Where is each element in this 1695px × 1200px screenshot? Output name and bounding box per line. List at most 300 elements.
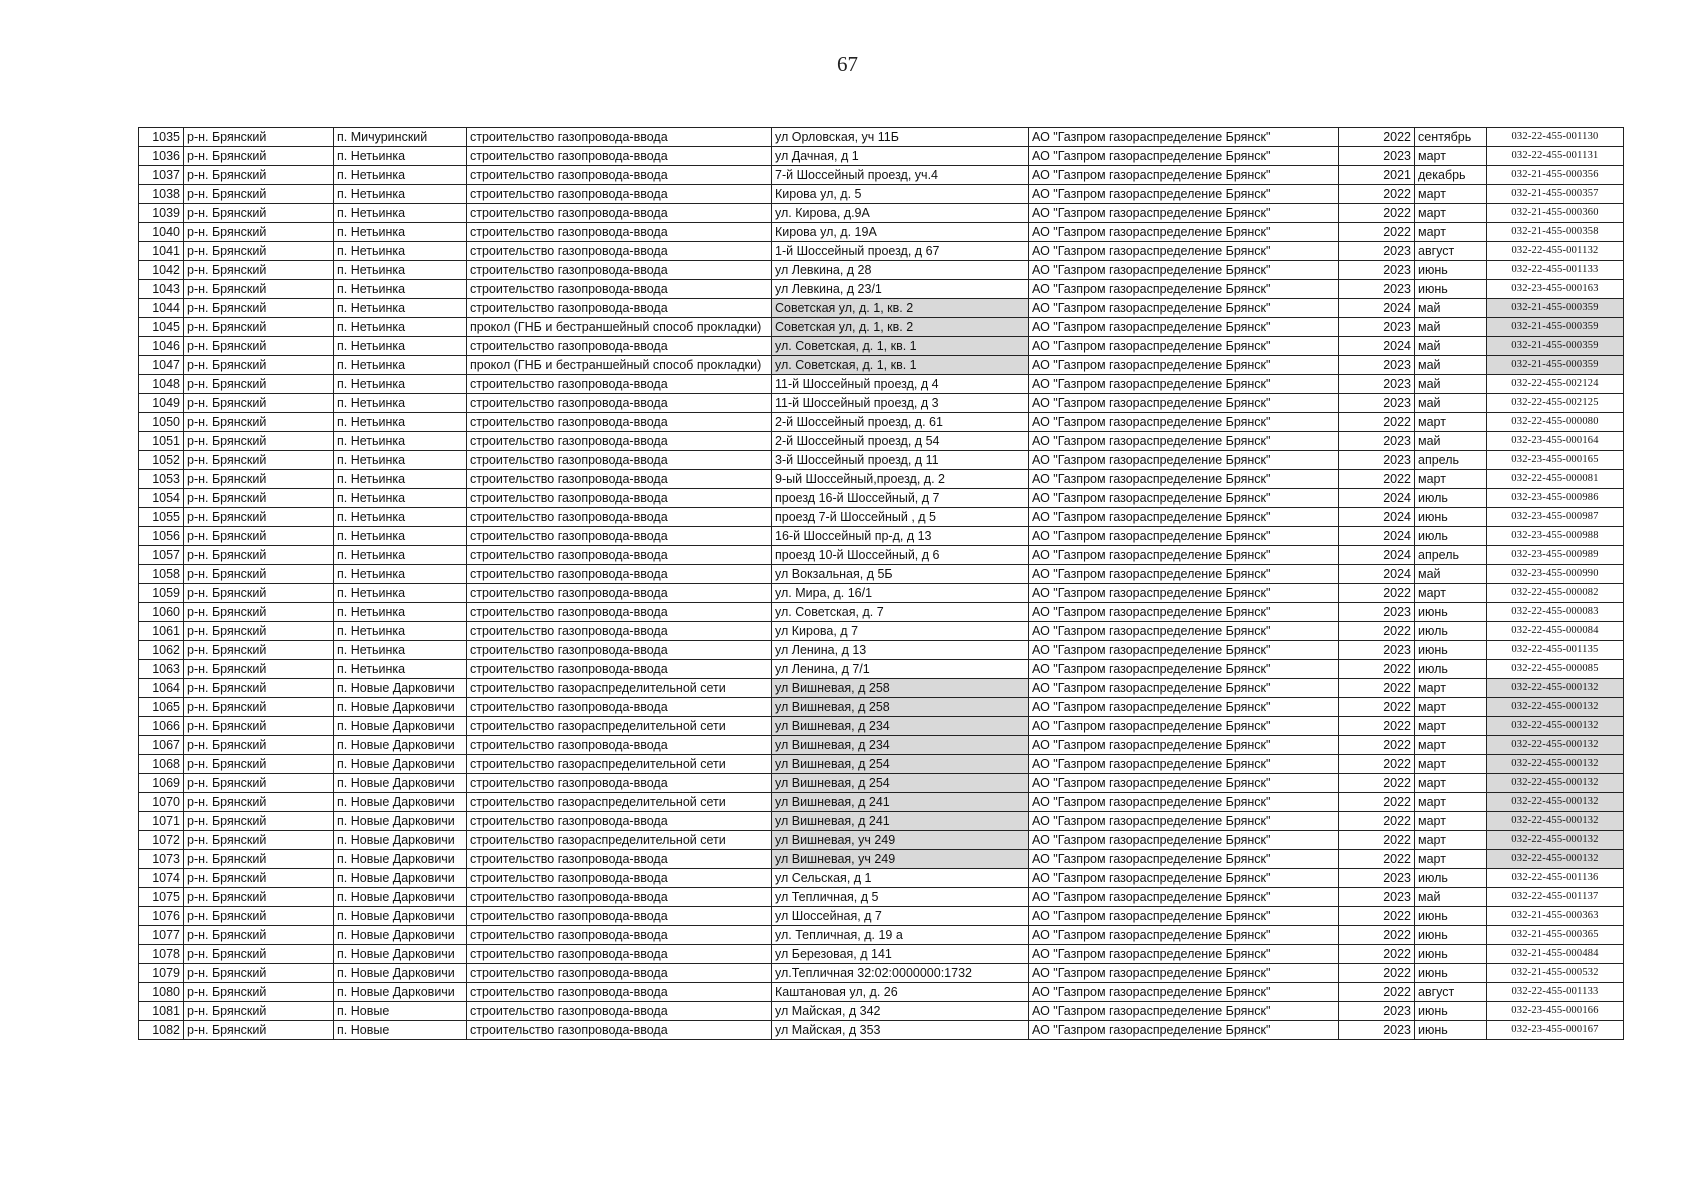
address-cell: ул.Тепличная 32:02:0000000:1732 bbox=[772, 964, 1029, 983]
address-cell: ул Орловская, уч 11Б bbox=[772, 128, 1029, 147]
year-cell: 2022 bbox=[1339, 128, 1415, 147]
year-cell: 2024 bbox=[1339, 489, 1415, 508]
row-number: 1036 bbox=[139, 147, 184, 166]
row-number: 1076 bbox=[139, 907, 184, 926]
page-number: 67 bbox=[837, 52, 858, 76]
month-cell: май bbox=[1415, 432, 1487, 451]
address-cell: проезд 16-й Шоссейный, д 7 bbox=[772, 489, 1029, 508]
work-type-cell: строительство газопровода-ввода bbox=[467, 204, 772, 223]
work-type-cell: строительство газораспределительной сети bbox=[467, 679, 772, 698]
district-cell: р-н. Брянский bbox=[184, 584, 334, 603]
work-type-cell: строительство газопровода-ввода bbox=[467, 413, 772, 432]
row-number: 1052 bbox=[139, 451, 184, 470]
district-cell: р-н. Брянский bbox=[184, 793, 334, 812]
work-type-cell: строительство газопровода-ввода bbox=[467, 166, 772, 185]
row-number: 1058 bbox=[139, 565, 184, 584]
organization-cell: АО "Газпром газораспределение Брянск" bbox=[1029, 793, 1339, 812]
row-number: 1043 bbox=[139, 280, 184, 299]
address-cell: Кирова ул, д. 19А bbox=[772, 223, 1029, 242]
table-row bbox=[139, 983, 1624, 1002]
district-cell: р-н. Брянский bbox=[184, 774, 334, 793]
row-number: 1074 bbox=[139, 869, 184, 888]
row-number: 1072 bbox=[139, 831, 184, 850]
work-type-cell: строительство газораспределительной сети bbox=[467, 793, 772, 812]
permit-code-cell: 032-21-455-000363 bbox=[1487, 907, 1624, 926]
district-cell: р-н. Брянский bbox=[184, 926, 334, 945]
work-type-cell: строительство газопровода-ввода bbox=[467, 698, 772, 717]
organization-cell: АО "Газпром газораспределение Брянск" bbox=[1029, 185, 1339, 204]
table-row bbox=[139, 584, 1624, 603]
settlement-cell: п. Нетьинка bbox=[334, 508, 467, 527]
month-cell: июль bbox=[1415, 622, 1487, 641]
row-number: 1041 bbox=[139, 242, 184, 261]
year-cell: 2023 bbox=[1339, 261, 1415, 280]
work-type-cell: строительство газопровода-ввода bbox=[467, 1021, 772, 1040]
row-number: 1079 bbox=[139, 964, 184, 983]
table-row bbox=[139, 413, 1624, 432]
district-cell: р-н. Брянский bbox=[184, 679, 334, 698]
year-cell: 2024 bbox=[1339, 337, 1415, 356]
organization-cell: АО "Газпром газораспределение Брянск" bbox=[1029, 869, 1339, 888]
organization-cell: АО "Газпром газораспределение Брянск" bbox=[1029, 774, 1339, 793]
year-cell: 2023 bbox=[1339, 147, 1415, 166]
district-cell: р-н. Брянский bbox=[184, 375, 334, 394]
table-row bbox=[139, 318, 1624, 337]
row-number: 1064 bbox=[139, 679, 184, 698]
month-cell: июнь bbox=[1415, 280, 1487, 299]
table-row bbox=[139, 508, 1624, 527]
table-row bbox=[139, 964, 1624, 983]
organization-cell: АО "Газпром газораспределение Брянск" bbox=[1029, 451, 1339, 470]
settlement-cell: п. Новые Дарковичи bbox=[334, 869, 467, 888]
work-type-cell: строительство газопровода-ввода bbox=[467, 888, 772, 907]
year-cell: 2023 bbox=[1339, 641, 1415, 660]
row-number: 1073 bbox=[139, 850, 184, 869]
address-cell: ул. Советская, д. 1, кв. 1 bbox=[772, 356, 1029, 375]
year-cell: 2023 bbox=[1339, 280, 1415, 299]
row-number: 1068 bbox=[139, 755, 184, 774]
table-row bbox=[139, 907, 1624, 926]
year-cell: 2022 bbox=[1339, 717, 1415, 736]
year-cell: 2022 bbox=[1339, 736, 1415, 755]
address-cell: 2-й Шоссейный проезд, д 54 bbox=[772, 432, 1029, 451]
settlement-cell: п. Нетьинка bbox=[334, 527, 467, 546]
month-cell: май bbox=[1415, 394, 1487, 413]
address-cell: проезд 10-й Шоссейный, д 6 bbox=[772, 546, 1029, 565]
work-type-cell: строительство газопровода-ввода bbox=[467, 394, 772, 413]
district-cell: р-н. Брянский bbox=[184, 527, 334, 546]
permit-code-cell: 032-22-455-000132 bbox=[1487, 679, 1624, 698]
gas-registry-table bbox=[138, 127, 1624, 1040]
row-number: 1082 bbox=[139, 1021, 184, 1040]
year-cell: 2022 bbox=[1339, 679, 1415, 698]
table-row bbox=[139, 888, 1624, 907]
organization-cell: АО "Газпром газораспределение Брянск" bbox=[1029, 356, 1339, 375]
month-cell: март bbox=[1415, 679, 1487, 698]
year-cell: 2023 bbox=[1339, 888, 1415, 907]
month-cell: июнь bbox=[1415, 907, 1487, 926]
permit-code-cell: 032-21-455-000359 bbox=[1487, 356, 1624, 375]
settlement-cell: п. Новые Дарковичи bbox=[334, 679, 467, 698]
organization-cell: АО "Газпром газораспределение Брянск" bbox=[1029, 812, 1339, 831]
permit-code-cell: 032-21-455-000365 bbox=[1487, 926, 1624, 945]
row-number: 1047 bbox=[139, 356, 184, 375]
year-cell: 2023 bbox=[1339, 394, 1415, 413]
address-cell: ул Майская, д 353 bbox=[772, 1021, 1029, 1040]
organization-cell: АО "Газпром газораспределение Брянск" bbox=[1029, 128, 1339, 147]
year-cell: 2023 bbox=[1339, 242, 1415, 261]
month-cell: апрель bbox=[1415, 451, 1487, 470]
settlement-cell: п. Нетьинка bbox=[334, 413, 467, 432]
address-cell: ул Вишневая, д 234 bbox=[772, 717, 1029, 736]
year-cell: 2022 bbox=[1339, 812, 1415, 831]
district-cell: р-н. Брянский bbox=[184, 660, 334, 679]
work-type-cell: строительство газопровода-ввода bbox=[467, 565, 772, 584]
settlement-cell: п. Нетьинка bbox=[334, 565, 467, 584]
work-type-cell: строительство газопровода-ввода bbox=[467, 774, 772, 793]
permit-code-cell: 032-22-455-001132 bbox=[1487, 242, 1624, 261]
address-cell: ул Сельская, д 1 bbox=[772, 869, 1029, 888]
table-row bbox=[139, 926, 1624, 945]
address-cell: 11-й Шоссейный проезд, д 4 bbox=[772, 375, 1029, 394]
row-number: 1055 bbox=[139, 508, 184, 527]
permit-code-cell: 032-22-455-000132 bbox=[1487, 831, 1624, 850]
district-cell: р-н. Брянский bbox=[184, 242, 334, 261]
work-type-cell: строительство газораспределительной сети bbox=[467, 755, 772, 774]
address-cell: ул Вишневая, уч 249 bbox=[772, 850, 1029, 869]
table-row bbox=[139, 489, 1624, 508]
table-row bbox=[139, 546, 1624, 565]
year-cell: 2023 bbox=[1339, 603, 1415, 622]
year-cell: 2024 bbox=[1339, 565, 1415, 584]
row-number: 1075 bbox=[139, 888, 184, 907]
district-cell: р-н. Брянский bbox=[184, 299, 334, 318]
row-number: 1071 bbox=[139, 812, 184, 831]
month-cell: май bbox=[1415, 888, 1487, 907]
address-cell: Каштановая ул, д. 26 bbox=[772, 983, 1029, 1002]
organization-cell: АО "Газпром газораспределение Брянск" bbox=[1029, 850, 1339, 869]
work-type-cell: строительство газопровода-ввода bbox=[467, 128, 772, 147]
month-cell: июль bbox=[1415, 527, 1487, 546]
month-cell: июнь bbox=[1415, 261, 1487, 280]
month-cell: март bbox=[1415, 774, 1487, 793]
month-cell: март bbox=[1415, 717, 1487, 736]
year-cell: 2021 bbox=[1339, 166, 1415, 185]
district-cell: р-н. Брянский bbox=[184, 508, 334, 527]
work-type-cell: строительство газопровода-ввода bbox=[467, 508, 772, 527]
table-row bbox=[139, 470, 1624, 489]
permit-code-cell: 032-22-455-000132 bbox=[1487, 755, 1624, 774]
permit-code-cell: 032-23-455-000987 bbox=[1487, 508, 1624, 527]
work-type-cell: строительство газопровода-ввода bbox=[467, 983, 772, 1002]
year-cell: 2022 bbox=[1339, 204, 1415, 223]
settlement-cell: п. Нетьинка bbox=[334, 660, 467, 679]
month-cell: июль bbox=[1415, 489, 1487, 508]
month-cell: март bbox=[1415, 413, 1487, 432]
settlement-cell: п. Нетьинка bbox=[334, 356, 467, 375]
table-row bbox=[139, 128, 1624, 147]
address-cell: ул Шоссейная, д 7 bbox=[772, 907, 1029, 926]
row-number: 1042 bbox=[139, 261, 184, 280]
address-cell: 3-й Шоссейный проезд, д 11 bbox=[772, 451, 1029, 470]
row-number: 1039 bbox=[139, 204, 184, 223]
work-type-cell: строительство газопровода-ввода bbox=[467, 603, 772, 622]
district-cell: р-н. Брянский bbox=[184, 546, 334, 565]
permit-code-cell: 032-22-455-000080 bbox=[1487, 413, 1624, 432]
permit-code-cell: 032-23-455-000163 bbox=[1487, 280, 1624, 299]
settlement-cell: п. Нетьинка bbox=[334, 489, 467, 508]
month-cell: август bbox=[1415, 242, 1487, 261]
settlement-cell: п. Мичуринский bbox=[334, 128, 467, 147]
row-number: 1063 bbox=[139, 660, 184, 679]
month-cell: июнь bbox=[1415, 964, 1487, 983]
month-cell: август bbox=[1415, 983, 1487, 1002]
address-cell: ул Тепличная, д 5 bbox=[772, 888, 1029, 907]
district-cell: р-н. Брянский bbox=[184, 470, 334, 489]
district-cell: р-н. Брянский bbox=[184, 888, 334, 907]
organization-cell: АО "Газпром газораспределение Брянск" bbox=[1029, 147, 1339, 166]
organization-cell: АО "Газпром газораспределение Брянск" bbox=[1029, 945, 1339, 964]
work-type-cell: строительство газопровода-ввода bbox=[467, 261, 772, 280]
row-number: 1044 bbox=[139, 299, 184, 318]
permit-code-cell: 032-21-455-000357 bbox=[1487, 185, 1624, 204]
row-number: 1067 bbox=[139, 736, 184, 755]
settlement-cell: п. Новые Дарковичи bbox=[334, 793, 467, 812]
table-row bbox=[139, 812, 1624, 831]
year-cell: 2024 bbox=[1339, 508, 1415, 527]
address-cell: ул Вишневая, д 254 bbox=[772, 774, 1029, 793]
row-number: 1065 bbox=[139, 698, 184, 717]
month-cell: июнь bbox=[1415, 1021, 1487, 1040]
organization-cell: АО "Газпром газораспределение Брянск" bbox=[1029, 831, 1339, 850]
year-cell: 2022 bbox=[1339, 698, 1415, 717]
permit-code-cell: 032-22-455-000132 bbox=[1487, 717, 1624, 736]
settlement-cell: п. Новые Дарковичи bbox=[334, 736, 467, 755]
district-cell: р-н. Брянский bbox=[184, 280, 334, 299]
year-cell: 2023 bbox=[1339, 1002, 1415, 1021]
work-type-cell: строительство газопровода-ввода bbox=[467, 926, 772, 945]
district-cell: р-н. Брянский bbox=[184, 641, 334, 660]
row-number: 1077 bbox=[139, 926, 184, 945]
table-row bbox=[139, 774, 1624, 793]
work-type-cell: строительство газопровода-ввода bbox=[467, 242, 772, 261]
table-row bbox=[139, 850, 1624, 869]
organization-cell: АО "Газпром газораспределение Брянск" bbox=[1029, 413, 1339, 432]
work-type-cell: строительство газопровода-ввода bbox=[467, 546, 772, 565]
organization-cell: АО "Газпром газораспределение Брянск" bbox=[1029, 907, 1339, 926]
work-type-cell: строительство газопровода-ввода bbox=[467, 641, 772, 660]
district-cell: р-н. Брянский bbox=[184, 261, 334, 280]
settlement-cell: п. Новые Дарковичи bbox=[334, 983, 467, 1002]
year-cell: 2022 bbox=[1339, 660, 1415, 679]
permit-code-cell: 032-21-455-000484 bbox=[1487, 945, 1624, 964]
district-cell: р-н. Брянский bbox=[184, 736, 334, 755]
settlement-cell: п. Нетьинка bbox=[334, 394, 467, 413]
month-cell: июнь bbox=[1415, 945, 1487, 964]
work-type-cell: строительство газопровода-ввода bbox=[467, 736, 772, 755]
address-cell: ул Левкина, д 23/1 bbox=[772, 280, 1029, 299]
settlement-cell: п. Новые Дарковичи bbox=[334, 907, 467, 926]
work-type-cell: прокол (ГНБ и бестраншейный способ прокладки) bbox=[467, 356, 772, 375]
table-row bbox=[139, 641, 1624, 660]
month-cell: март bbox=[1415, 584, 1487, 603]
row-number: 1066 bbox=[139, 717, 184, 736]
organization-cell: АО "Газпром газораспределение Брянск" bbox=[1029, 1002, 1339, 1021]
work-type-cell: строительство газопровода-ввода bbox=[467, 185, 772, 204]
settlement-cell: п. Нетьинка bbox=[334, 299, 467, 318]
table-body bbox=[139, 128, 1624, 1040]
settlement-cell: п. Новые Дарковичи bbox=[334, 945, 467, 964]
permit-code-cell: 032-21-455-000359 bbox=[1487, 318, 1624, 337]
year-cell: 2022 bbox=[1339, 793, 1415, 812]
address-cell: ул Вишневая, д 258 bbox=[772, 679, 1029, 698]
month-cell: март bbox=[1415, 812, 1487, 831]
organization-cell: АО "Газпром газораспределение Брянск" bbox=[1029, 1021, 1339, 1040]
work-type-cell: строительство газопровода-ввода bbox=[467, 945, 772, 964]
work-type-cell: строительство газопровода-ввода bbox=[467, 964, 772, 983]
organization-cell: АО "Газпром газораспределение Брянск" bbox=[1029, 964, 1339, 983]
district-cell: р-н. Брянский bbox=[184, 812, 334, 831]
organization-cell: АО "Газпром газораспределение Брянск" bbox=[1029, 204, 1339, 223]
year-cell: 2022 bbox=[1339, 907, 1415, 926]
year-cell: 2023 bbox=[1339, 451, 1415, 470]
row-number: 1060 bbox=[139, 603, 184, 622]
district-cell: р-н. Брянский bbox=[184, 185, 334, 204]
year-cell: 2023 bbox=[1339, 318, 1415, 337]
table-row bbox=[139, 185, 1624, 204]
table-row bbox=[139, 394, 1624, 413]
address-cell: 9-ый Шоссейный,проезд, д. 2 bbox=[772, 470, 1029, 489]
month-cell: май bbox=[1415, 375, 1487, 394]
month-cell: март bbox=[1415, 755, 1487, 774]
work-type-cell: строительство газопровода-ввода bbox=[467, 337, 772, 356]
settlement-cell: п. Нетьинка bbox=[334, 280, 467, 299]
settlement-cell: п. Новые Дарковичи bbox=[334, 926, 467, 945]
year-cell: 2023 bbox=[1339, 869, 1415, 888]
month-cell: май bbox=[1415, 565, 1487, 584]
row-number: 1040 bbox=[139, 223, 184, 242]
row-number: 1062 bbox=[139, 641, 184, 660]
year-cell: 2022 bbox=[1339, 413, 1415, 432]
year-cell: 2024 bbox=[1339, 299, 1415, 318]
table-row bbox=[139, 679, 1624, 698]
month-cell: сентябрь bbox=[1415, 128, 1487, 147]
address-cell: ул Вишневая, д 258 bbox=[772, 698, 1029, 717]
month-cell: май bbox=[1415, 356, 1487, 375]
row-number: 1057 bbox=[139, 546, 184, 565]
district-cell: р-н. Брянский bbox=[184, 945, 334, 964]
permit-code-cell: 032-23-455-000164 bbox=[1487, 432, 1624, 451]
settlement-cell: п. Новые bbox=[334, 1002, 467, 1021]
settlement-cell: п. Нетьинка bbox=[334, 375, 467, 394]
row-number: 1078 bbox=[139, 945, 184, 964]
permit-code-cell: 032-22-455-001131 bbox=[1487, 147, 1624, 166]
address-cell: ул Вокзальная, д 5Б bbox=[772, 565, 1029, 584]
organization-cell: АО "Газпром газораспределение Брянск" bbox=[1029, 546, 1339, 565]
table-row bbox=[139, 166, 1624, 185]
table-row bbox=[139, 736, 1624, 755]
address-cell: ул Вишневая, д 254 bbox=[772, 755, 1029, 774]
table-row bbox=[139, 869, 1624, 888]
row-number: 1059 bbox=[139, 584, 184, 603]
district-cell: р-н. Брянский bbox=[184, 869, 334, 888]
address-cell: ул Ленина, д 7/1 bbox=[772, 660, 1029, 679]
work-type-cell: строительство газопровода-ввода bbox=[467, 489, 772, 508]
district-cell: р-н. Брянский bbox=[184, 850, 334, 869]
settlement-cell: п. Нетьинка bbox=[334, 223, 467, 242]
settlement-cell: п. Нетьинка bbox=[334, 603, 467, 622]
table-row bbox=[139, 945, 1624, 964]
year-cell: 2022 bbox=[1339, 622, 1415, 641]
work-type-cell: строительство газопровода-ввода bbox=[467, 451, 772, 470]
district-cell: р-н. Брянский bbox=[184, 755, 334, 774]
permit-code-cell: 032-22-455-000132 bbox=[1487, 736, 1624, 755]
district-cell: р-н. Брянский bbox=[184, 698, 334, 717]
month-cell: июль bbox=[1415, 660, 1487, 679]
address-cell: ул Вишневая, д 234 bbox=[772, 736, 1029, 755]
organization-cell: АО "Газпром газораспределение Брянск" bbox=[1029, 717, 1339, 736]
settlement-cell: п. Новые Дарковичи bbox=[334, 774, 467, 793]
permit-code-cell: 032-22-455-000085 bbox=[1487, 660, 1624, 679]
month-cell: декабрь bbox=[1415, 166, 1487, 185]
permit-code-cell: 032-23-455-000167 bbox=[1487, 1021, 1624, 1040]
address-cell: Кирова ул, д. 5 bbox=[772, 185, 1029, 204]
address-cell: ул Вишневая, уч 249 bbox=[772, 831, 1029, 850]
table-row bbox=[139, 375, 1624, 394]
district-cell: р-н. Брянский bbox=[184, 394, 334, 413]
row-number: 1069 bbox=[139, 774, 184, 793]
year-cell: 2022 bbox=[1339, 983, 1415, 1002]
address-cell: 2-й Шоссейный проезд, д. 61 bbox=[772, 413, 1029, 432]
permit-code-cell: 032-23-455-000988 bbox=[1487, 527, 1624, 546]
month-cell: март bbox=[1415, 698, 1487, 717]
organization-cell: АО "Газпром газораспределение Брянск" bbox=[1029, 926, 1339, 945]
district-cell: р-н. Брянский bbox=[184, 128, 334, 147]
permit-code-cell: 032-21-455-000532 bbox=[1487, 964, 1624, 983]
work-type-cell: строительство газопровода-ввода bbox=[467, 299, 772, 318]
table-row bbox=[139, 603, 1624, 622]
organization-cell: АО "Газпром газораспределение Брянск" bbox=[1029, 375, 1339, 394]
table-row bbox=[139, 1021, 1624, 1040]
table-row bbox=[139, 755, 1624, 774]
organization-cell: АО "Газпром газораспределение Брянск" bbox=[1029, 983, 1339, 1002]
settlement-cell: п. Новые Дарковичи bbox=[334, 888, 467, 907]
month-cell: март bbox=[1415, 736, 1487, 755]
district-cell: р-н. Брянский bbox=[184, 356, 334, 375]
month-cell: март bbox=[1415, 185, 1487, 204]
month-cell: апрель bbox=[1415, 546, 1487, 565]
year-cell: 2022 bbox=[1339, 185, 1415, 204]
table-row bbox=[139, 660, 1624, 679]
permit-code-cell: 032-21-455-000358 bbox=[1487, 223, 1624, 242]
address-cell: 7-й Шоссейный проезд, уч.4 bbox=[772, 166, 1029, 185]
settlement-cell: п. Нетьинка bbox=[334, 261, 467, 280]
permit-code-cell: 032-21-455-000359 bbox=[1487, 337, 1624, 356]
year-cell: 2023 bbox=[1339, 375, 1415, 394]
permit-code-cell: 032-22-455-000132 bbox=[1487, 698, 1624, 717]
permit-code-cell: 032-22-455-001137 bbox=[1487, 888, 1624, 907]
table-row bbox=[139, 527, 1624, 546]
permit-code-cell: 032-22-455-000132 bbox=[1487, 850, 1624, 869]
permit-code-cell: 032-22-455-000132 bbox=[1487, 812, 1624, 831]
settlement-cell: п. Нетьинка bbox=[334, 622, 467, 641]
table-row bbox=[139, 432, 1624, 451]
year-cell: 2022 bbox=[1339, 945, 1415, 964]
organization-cell: АО "Газпром газораспределение Брянск" bbox=[1029, 394, 1339, 413]
permit-code-cell: 032-23-455-000989 bbox=[1487, 546, 1624, 565]
permit-code-cell: 032-22-455-000132 bbox=[1487, 774, 1624, 793]
settlement-cell: п. Нетьинка bbox=[334, 451, 467, 470]
